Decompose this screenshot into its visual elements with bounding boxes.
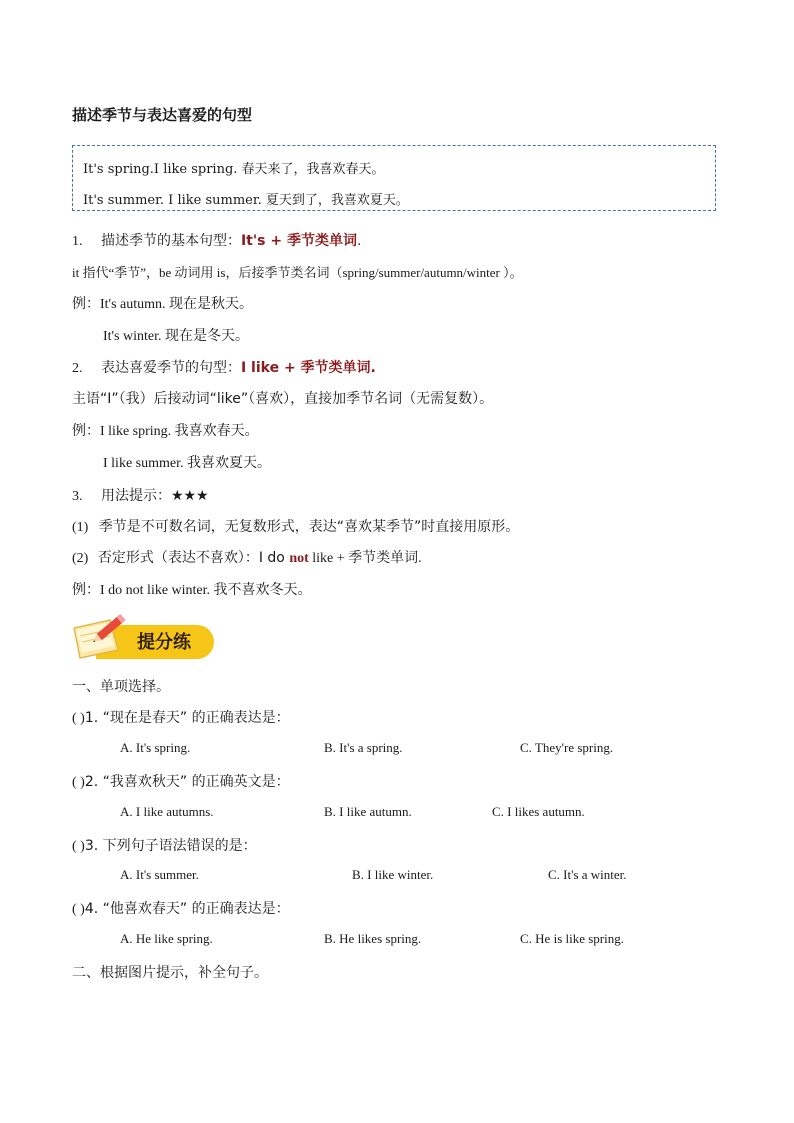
sec1-num: 1.	[72, 234, 83, 249]
q1-option-b[interactable]: B. It's a spring.	[324, 740, 403, 755]
notebook-pencil-icon	[70, 606, 134, 660]
q4-option-b[interactable]: B. He likes spring.	[324, 931, 422, 946]
sec2-heading	[72, 357, 376, 377]
sec1-example-2: It's winter. 现在是冬天。	[103, 329, 250, 344]
question-2	[72, 771, 290, 791]
sec1-desc: it 指代“季节”，be 动词用 is，后接季节类名词（spring/summer/autumn/winter ）。	[72, 265, 523, 280]
question-4	[72, 898, 290, 918]
sec2-example-2: I like summer. 我喜欢夏天。	[103, 456, 271, 471]
badge-label: 提分练	[137, 632, 191, 653]
q3-option-c[interactable]: C. It's a winter.	[548, 867, 627, 882]
sec3-num: 3.	[72, 489, 83, 504]
question-1	[72, 707, 290, 727]
q2-option-b[interactable]: B. I like autumn.	[324, 804, 412, 819]
section-title: 描述季节与表达喜爱的句型	[72, 106, 253, 124]
sec2-pattern: I like + 季节类单词.	[240, 360, 376, 376]
sec2-desc: 主语“I”（我）后接动词“like”（喜欢），直接加季节名词（无需复数）。	[72, 391, 494, 407]
sec1-pattern: It's + 季节类单词	[240, 233, 357, 249]
sec3-label: 用法提示：★★★	[100, 488, 209, 504]
part2-heading: 二、根据图片提示，补全句子。	[72, 965, 268, 981]
answer-blank[interactable]: ( )	[72, 775, 85, 790]
example-line-1: It's spring.I like spring. 春天来了，我喜欢春天。	[83, 162, 385, 177]
sec3-example: 例：I do not like winter. 我不喜欢冬天。	[72, 583, 312, 598]
sec3-tip1-num: (1)	[72, 520, 89, 535]
sec3-tip2-b: like + 季节类单词.	[308, 551, 422, 566]
sec3-tip2-num: (2)	[72, 551, 89, 566]
sec3-tip-2	[72, 547, 422, 567]
sec3-tip-1	[72, 516, 519, 536]
part1-heading: 一、单项选择。	[72, 679, 170, 695]
sec3-tip1-text: 季节是不可数名词，无复数形式，表达“喜欢某季节”时直接用原形。	[98, 519, 520, 535]
example-box	[72, 145, 716, 211]
sec2-ex-prefix: 例：	[72, 423, 100, 439]
question-stem: 1. “现在是春天” 的正确表达是：	[84, 710, 290, 726]
answer-blank[interactable]: ( )	[72, 902, 85, 917]
sec1-label: 描述季节的基本句型：	[100, 233, 241, 249]
question-stem: 4. “他喜欢春天” 的正确表达是：	[84, 901, 290, 917]
sec1-dot: .	[356, 233, 362, 249]
q1-option-c[interactable]: C. They're spring.	[520, 740, 614, 755]
q1-option-a[interactable]: A. It's spring.	[120, 740, 191, 755]
sec3-tip2-a: 否定形式（表达不喜欢）：I do	[97, 550, 290, 566]
sec3-tip2-not: not	[289, 551, 309, 566]
example-line-2: It's summer. I like summer. 夏天到了，我喜欢夏天。	[83, 193, 409, 208]
sec2-example-1	[72, 420, 259, 440]
answer-blank[interactable]: ( )	[72, 839, 85, 854]
sec2-ex1: I like spring. 我喜欢春天。	[100, 424, 259, 439]
sec1-ex1: It's autumn. 现在是秋天。	[100, 297, 254, 312]
sec1-ex-prefix: 例：	[72, 296, 100, 312]
q3-option-b[interactable]: B. I like winter.	[352, 867, 434, 882]
sec2-label: 表达喜爱季节的句型：	[100, 360, 241, 376]
q2-option-a[interactable]: A. I like autumns.	[120, 804, 214, 819]
q2-option-c[interactable]: C. I likes autumn.	[492, 804, 585, 819]
sec3-heading	[72, 485, 209, 505]
question-stem: 2. “我喜欢秋天” 的正确英文是：	[84, 774, 290, 790]
q4-option-c[interactable]: C. He is like spring.	[520, 931, 624, 946]
sec1-example-1	[72, 293, 253, 313]
practice-badge	[70, 606, 220, 660]
answer-blank[interactable]: ( )	[72, 711, 85, 726]
q4-option-a[interactable]: A. He like spring.	[120, 931, 213, 946]
question-3	[72, 835, 257, 855]
sec1-heading	[72, 230, 361, 250]
q3-option-a[interactable]: A. It's summer.	[120, 867, 199, 882]
sec2-num: 2.	[72, 361, 83, 376]
question-stem: 3. 下列句子语法错误的是：	[84, 838, 257, 854]
